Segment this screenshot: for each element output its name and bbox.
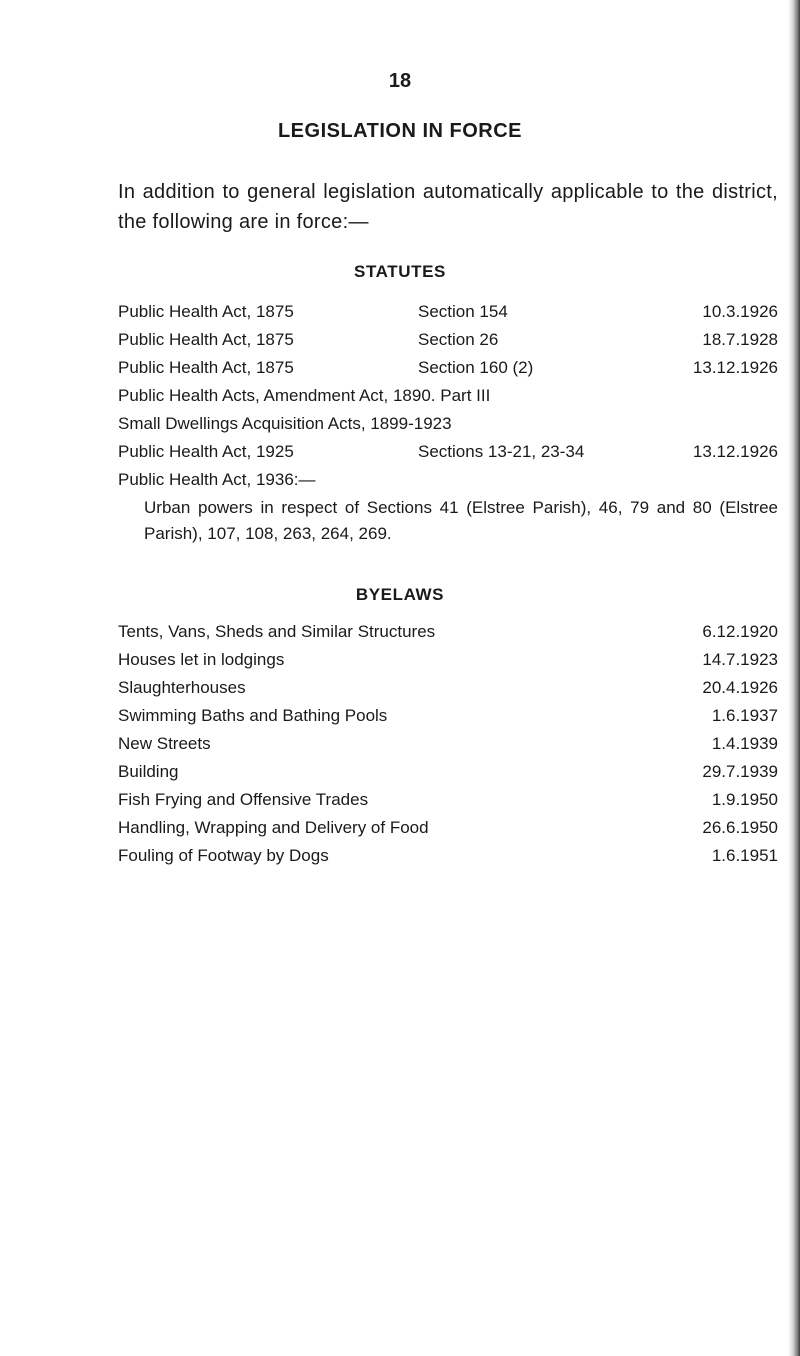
byelaw-row <box>118 648 778 672</box>
byelaw-name: Fouling of Footway by Dogs <box>118 846 329 865</box>
statute-act: Public Health Act, 1875 <box>118 330 294 349</box>
statute-row <box>118 356 778 380</box>
byelaw-date: 1.6.1951 <box>711 846 778 865</box>
byelaw-name: New Streets <box>118 734 211 753</box>
byelaw-row <box>118 676 778 700</box>
statute-section: Section 154 <box>418 302 508 321</box>
byelaw-name: Houses let in lodgings <box>118 650 285 669</box>
statute-section: Sections 13-21, 23-34 <box>418 442 585 461</box>
byelaw-date: 1.6.1937 <box>711 706 778 725</box>
byelaw-row <box>118 844 778 868</box>
statutes-heading: STATUTES <box>354 262 446 281</box>
statute-full: Public Health Acts, Amendment Act, 1890. Part III <box>118 386 491 405</box>
statute-full: Public Health Act, 1936:— <box>118 470 316 489</box>
statute-date: 10.3.1926 <box>702 302 778 321</box>
byelaw-name: Fish Frying and Offensive Trades <box>118 790 369 809</box>
statute-section: Section 160 (2) <box>418 358 534 377</box>
urban-powers-text: Urban powers in respect of Sections 41 (Elstree Parish), 46, 79 and 80 (Elstree Parish), 107, 108, 263, 264, 269. <box>144 498 778 543</box>
byelaws-heading: BYELAWS <box>355 585 445 604</box>
byelaw-name: Tents, Vans, Sheds and Similar Structures <box>118 622 436 641</box>
statute-row <box>118 384 778 408</box>
byelaw-date: 1.9.1950 <box>711 790 778 809</box>
byelaw-name: Slaughterhouses <box>118 678 246 697</box>
page-title: LEGISLATION IN FORCE <box>277 120 523 142</box>
byelaw-date: 1.4.1939 <box>711 734 778 753</box>
byelaw-row <box>118 620 778 644</box>
statute-row <box>118 412 778 436</box>
statute-row <box>118 328 778 352</box>
byelaw-date: 20.4.1926 <box>702 678 778 697</box>
byelaw-name: Swimming Baths and Bathing Pools <box>118 706 388 725</box>
byelaw-name: Building <box>118 762 179 781</box>
intro-paragraph: In addition to general legislation automatically applicable to the district, the following are in force:— <box>118 181 778 233</box>
statute-row <box>118 300 778 324</box>
statute-full: Small Dwellings Acquisition Acts, 1899-1923 <box>118 414 452 433</box>
page-binding-edge <box>788 0 800 1356</box>
statute-date: 18.7.1928 <box>702 330 778 349</box>
byelaw-row <box>118 816 778 840</box>
statute-date: 13.12.1926 <box>692 442 778 461</box>
page-number: 18 <box>388 70 412 92</box>
statute-section: Section 26 <box>418 330 499 349</box>
byelaw-name: Handling, Wrapping and Delivery of Food <box>118 818 429 837</box>
byelaw-date: 29.7.1939 <box>702 762 778 781</box>
statute-date: 13.12.1926 <box>692 358 778 377</box>
byelaw-row <box>118 788 778 812</box>
statute-act: Public Health Act, 1925 <box>118 442 294 461</box>
byelaw-date: 14.7.1923 <box>702 650 778 669</box>
statute-act: Public Health Act, 1875 <box>118 302 294 321</box>
byelaw-date: 6.12.1920 <box>702 622 778 641</box>
byelaw-row <box>118 732 778 756</box>
statute-row <box>118 468 778 492</box>
statute-row <box>118 440 778 464</box>
statute-act: Public Health Act, 1875 <box>118 358 294 377</box>
byelaw-row <box>118 760 778 784</box>
byelaw-date: 26.6.1950 <box>702 818 778 837</box>
byelaw-row <box>118 704 778 728</box>
